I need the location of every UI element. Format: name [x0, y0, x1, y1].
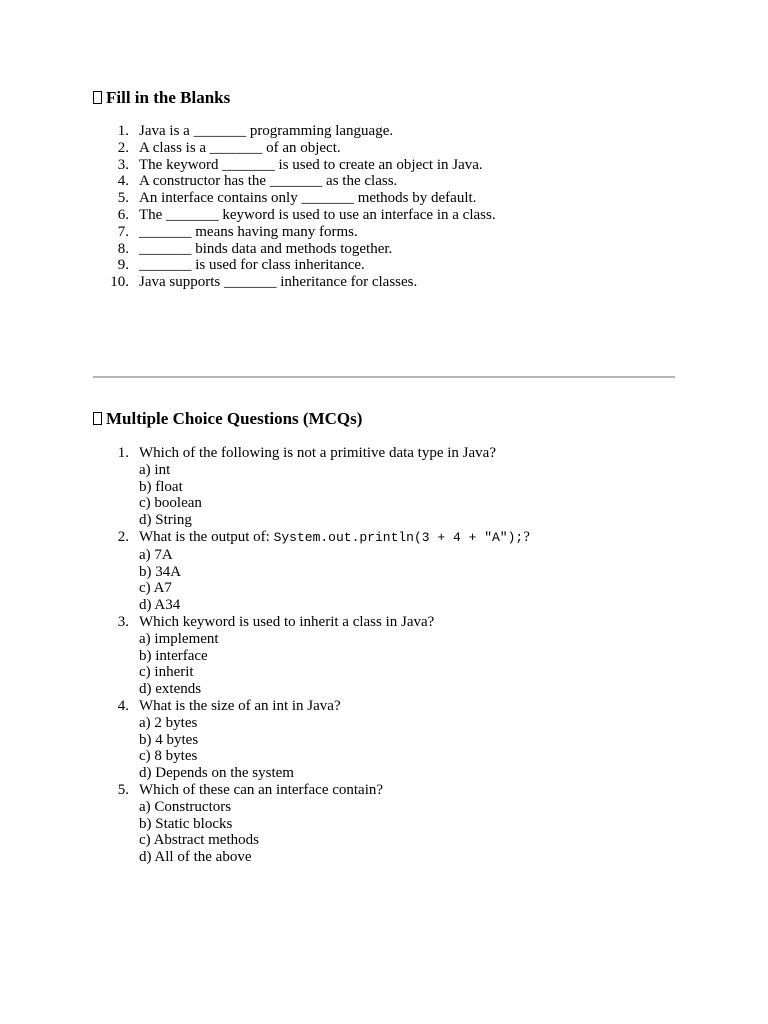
- mcq-heading: [93, 409, 362, 429]
- question-number: 1 .: [110, 445, 129, 462]
- mcq-question: [110, 614, 530, 698]
- answer-option: a) 2 bytes: [139, 714, 198, 731]
- mcq-question: [110, 698, 530, 782]
- fill-in-blanks-list: [110, 123, 496, 291]
- answer-option: c) A7: [139, 580, 172, 597]
- list-item: [110, 190, 496, 207]
- answer-option: b) float: [139, 478, 183, 495]
- answer-option: b) interface: [139, 647, 208, 664]
- answer-option: d) All of the above: [139, 849, 252, 866]
- question-number: 5 .: [110, 782, 129, 799]
- list-item: [110, 140, 496, 157]
- item-text: Java supports _______ inheritance for classes.: [139, 274, 418, 291]
- answer-option: a) 7A: [139, 546, 173, 563]
- answer-option: c) 8 bytes: [139, 748, 198, 765]
- item-text: A class is a _______ of an object.: [139, 139, 341, 156]
- item-number: 4 .: [110, 173, 129, 190]
- fill-in-blanks-heading-text: Fill in the Blanks: [106, 88, 231, 107]
- list-item: [110, 241, 496, 258]
- question-text: [139, 529, 530, 545]
- answer-option: d) extends: [139, 681, 202, 698]
- question-code: System.out.println(3 + 4 + "A");: [273, 529, 524, 545]
- question-text: Which of these can an interface contain?: [139, 781, 384, 798]
- answer-option: b) 4 bytes: [139, 731, 199, 748]
- list-item: [110, 274, 496, 291]
- mcq-question: [110, 445, 530, 529]
- item-number: 7 .: [110, 224, 129, 241]
- question-suffix: ?: [523, 528, 530, 545]
- item-number: 10 .: [110, 274, 129, 291]
- item-text: Java is a _______ programming language.: [139, 123, 394, 139]
- question-text: Which of the following is not a primitive data type in Java?: [139, 445, 496, 461]
- answer-option: d) String: [139, 512, 192, 529]
- answer-option: a) int: [139, 461, 171, 478]
- item-text: _______ binds data and methods together.: [139, 240, 393, 257]
- list-item: [110, 123, 496, 140]
- list-item: [110, 207, 496, 224]
- list-item: [110, 224, 496, 241]
- question-prefix: What is the output of:: [139, 528, 274, 545]
- answer-option: d) A34: [139, 597, 181, 614]
- mcq-question: [110, 782, 530, 866]
- item-text: An interface contains only _______ methods by default.: [139, 190, 477, 207]
- list-item: [110, 157, 496, 174]
- item-number: 3 .: [110, 157, 129, 174]
- item-number: 9 .: [110, 257, 129, 274]
- mcq-heading-text: Multiple Choice Questions (MCQs): [106, 409, 363, 428]
- answer-option: c) inherit: [139, 664, 194, 681]
- missing-glyph-icon: [93, 412, 102, 425]
- answer-option: d) Depends on the system: [139, 765, 294, 782]
- item-number: 1 .: [110, 123, 129, 140]
- item-text: A constructor has the _______ as the class.: [139, 173, 398, 190]
- item-text: The keyword _______ is used to create an object in Java.: [139, 156, 483, 173]
- question-text: What is the size of an int in Java?: [139, 697, 341, 714]
- item-text: The _______ keyword is used to use an interface in a class.: [139, 206, 496, 223]
- missing-glyph-icon: [93, 91, 102, 104]
- answer-option: c) Abstract methods: [139, 832, 259, 849]
- mcq-list: [110, 445, 530, 866]
- answer-option: b) Static blocks: [139, 815, 233, 832]
- list-item: [110, 257, 496, 274]
- item-number: 8 .: [110, 241, 129, 258]
- answer-option: a) implement: [139, 630, 219, 647]
- answer-option: c) boolean: [139, 495, 202, 512]
- item-text: _______ is used for class inheritance.: [139, 257, 365, 274]
- fill-in-blanks-heading: [93, 88, 230, 108]
- section-divider: [93, 376, 675, 378]
- list-item: [110, 173, 496, 190]
- question-text: Which keyword is used to inherit a class in Java?: [139, 613, 435, 630]
- mcq-question: [110, 529, 530, 614]
- answer-option: b) 34A: [139, 563, 182, 580]
- question-number: 3 .: [110, 614, 129, 631]
- answer-option: a) Constructors: [139, 798, 232, 815]
- item-text: _______ means having many forms.: [139, 223, 358, 240]
- question-number: 2 .: [110, 529, 129, 546]
- item-number: 5 .: [110, 190, 129, 207]
- item-number: 6 .: [110, 207, 129, 224]
- question-number: 4 .: [110, 698, 129, 715]
- item-number: 2 .: [110, 140, 129, 157]
